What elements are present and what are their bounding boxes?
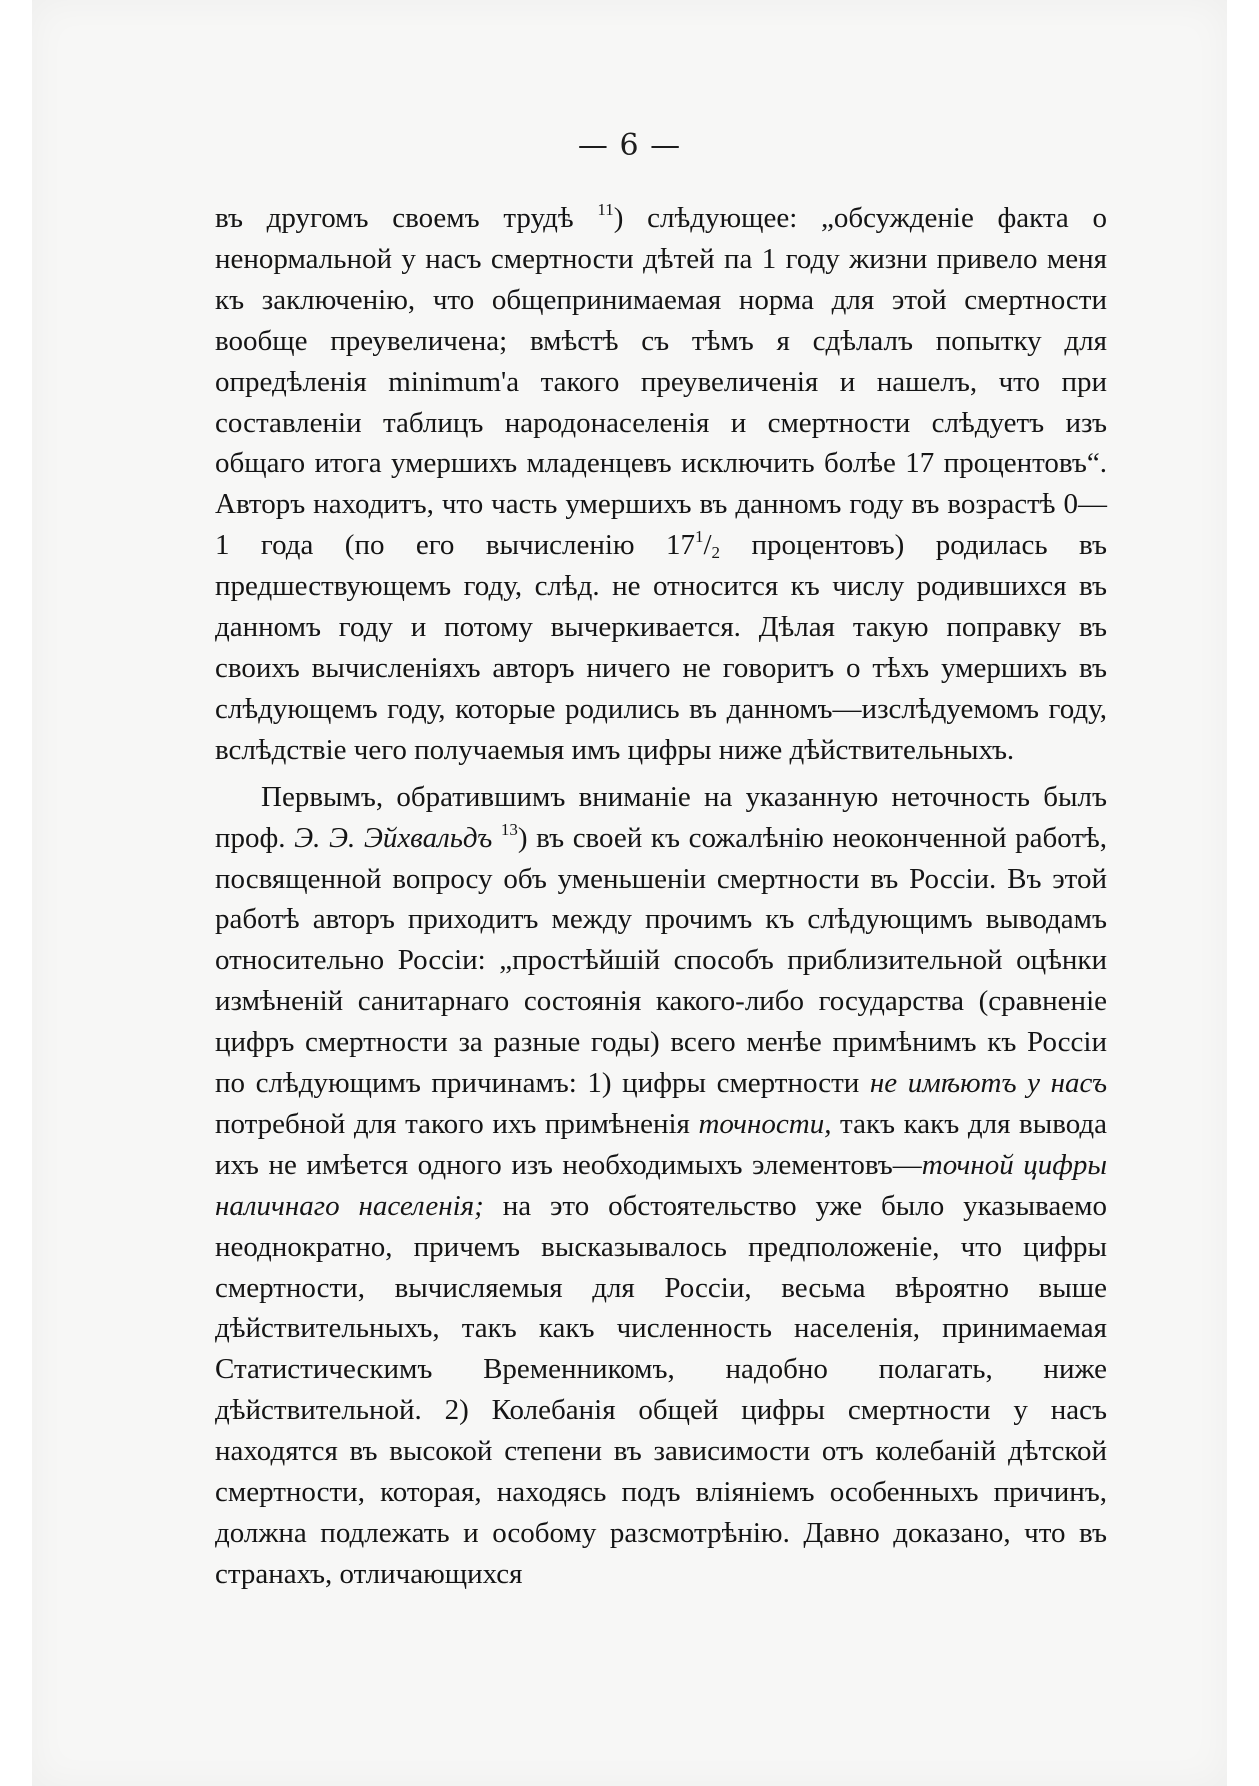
emphasis-2: точности, (698, 1107, 832, 1140)
fraction-denominator: 2 (711, 543, 721, 563)
book-page (32, 0, 1227, 1786)
page-number: — 6 — (577, 128, 682, 163)
paragraph-2-text-e: на это обстоятельство уже было указываемо неоднократно, причемъ высказывалось предположеніе, что цифры смертности, вычисляемыя для Россіи, весьма вѣроятно выше дѣйствительныхъ, такъ какъ численность населенія, принимаемая Статистическимъ Временникомъ, надобно полагать, ниже дѣйствительной. 2) Колебанія общей цифры смертности у насъ находятся въ высокой степени въ зависимости отъ колебаній дѣтской смертности, которая, находясь подъ вліяніемъ особенныхъ причинъ, должна подлежать и особому разсмотрѣнію. Давно доказано, что въ странахъ, отличающихся (215, 1189, 1107, 1590)
fraction-slash: / (703, 529, 712, 562)
paragraph-2-text-a: Первымъ, обратившимъ вниманіе на указанную неточность былъ проф. (215, 780, 1107, 854)
footnote-ref-11: 11 (597, 200, 614, 219)
paragraph-1-text-c: процентовъ) родилась въ предшествующемъ году, слѣд. не относится къ числу родившихся въ данномъ году и потому вычеркивается. Дѣлая такую поправку въ своихъ вычисленіяхъ авторъ ничего не говоритъ о тѣхъ умершихъ въ слѣдующемъ году, которые родились въ данномъ—изслѣдуемомъ году, вслѣдствіе чего получаемыя имъ цифры ниже дѣйствительныхъ. (215, 529, 1107, 766)
paragraph-2 (215, 777, 1107, 1595)
emphasis-1: не имѣютъ у насъ (869, 1067, 1107, 1100)
author-name: Э. Э. Эйхвальдъ (294, 821, 493, 854)
paragraph-2-text-b: ) въ своей къ сожалѣнію неоконченной работѣ, посвященной вопросу объ уменьшеніи смертности въ Россіи. Въ этой работѣ авторъ приходитъ между прочимъ къ слѣдующимъ выводамъ относительно Россіи: „простѣйшій способъ приблизительной оцѣнки измѣненій санитарнаго состоянія какого-либо государства (сравненіе цифръ смертности за разные годы) всего менѣе примѣнимъ къ Россіи по слѣдующимъ причинамъ: 1) цифры смертности (215, 821, 1107, 1100)
paragraph-2-text-c: потребной для такого ихъ примѣненія (215, 1107, 699, 1140)
emphasis-3: точной цифры наличнаго населенія; (215, 1148, 1107, 1222)
paragraph-1-text-a: въ другомъ своемъ трудѣ (215, 202, 598, 234)
paragraph-1 (215, 198, 1107, 771)
body-text (215, 198, 1107, 1595)
paragraph-1-text-b: ) слѣдующее: „обсужденіе факта о ненормальной у насъ смертности дѣтей па 1 году жизни привело меня къ заключенію, что общепринимаемая норма для этой смертности вообще преувеличена; вмѣстѣ съ тѣмъ я сдѣлалъ попытку для опредѣленія minimum'а такого преувеличенія и нашелъ, что при составленіи таблицъ народонаселенія и смертности слѣдуетъ изъ общаго итога умершихъ младенцевъ исключить болѣе 17 процентовъ“. Авторъ находитъ, что часть умершихъ въ данномъ году въ возрастѣ 0—1 года (по его вычисленію 17 (215, 202, 1107, 562)
paragraph-2-text-d: такъ какъ для вывода ихъ не имѣется одного изъ необходимыхъ элементовъ— (215, 1107, 1107, 1181)
footnote-ref-13: 13 (500, 819, 518, 839)
fraction-numerator: 1 (694, 527, 704, 547)
